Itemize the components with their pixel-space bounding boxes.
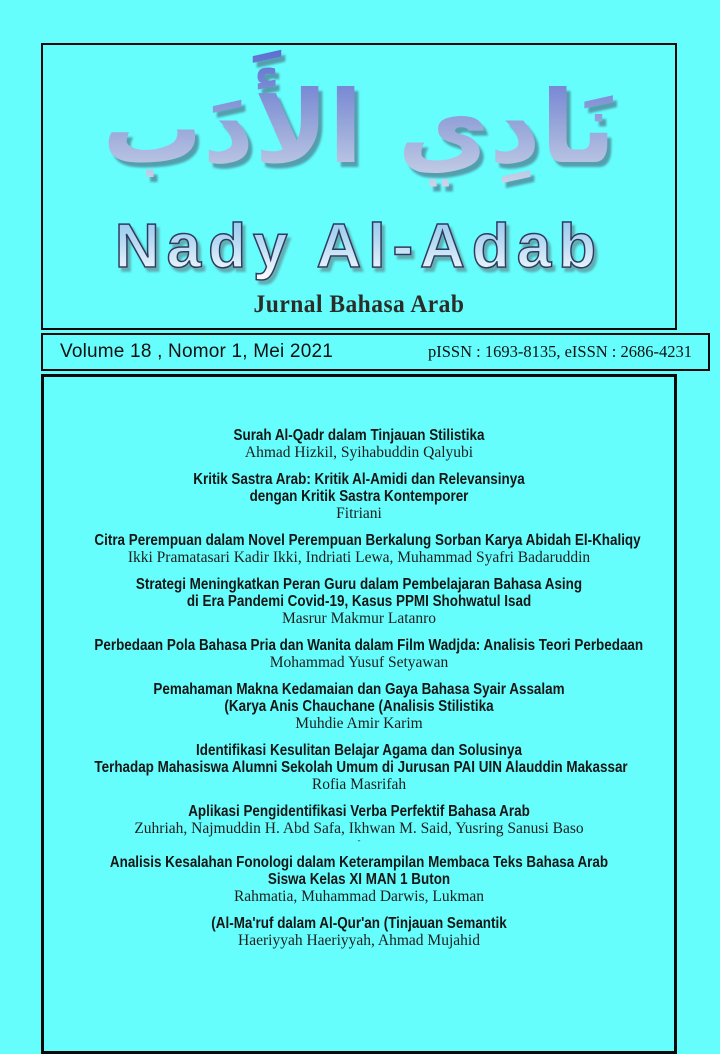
stray-mark: - [357,835,361,845]
article-title [44,854,674,888]
article-title-line: Analisis Kesalahan Fonologi dalam Keterampilan Membaca Teks Bahasa Arab [109,854,609,871]
article-title-line: Terhadap Mahasiswa Alumni Sekolah Umum di Jurusan PAI UIN Alauddin Makassar [94,759,628,776]
article-title-line: (Al-Ma'ruf dalam Al-Qur'an (Tinjauan Semantik [211,915,507,932]
article-authors: Rahmatia, Muhammad Darwis, Lukman [233,888,485,905]
article-title [44,742,674,776]
article-entry [44,471,674,522]
article-title [44,427,674,444]
article-entry [44,854,674,905]
article-title-line: Identifikasi Kesulitan Belajar Agama dan Solusinya [196,742,522,759]
article-title-line: Citra Perempuan dalam Novel Perempuan Berkalung Sorban Karya Abidah El-Khaliqy [94,532,641,549]
article-authors: Haeriyyah Haeriyyah, Ahmad Mujahid [238,932,480,949]
article-authors: Zuhriah, Najmuddin H. Abd Safa, Ikhwan M. Said, Yusring Sanusi Baso [134,820,584,837]
issue-bar [41,333,710,371]
article-entry [44,742,674,793]
article-title-line: Aplikasi Pengidentifikasi Verba Perfektif Bahasa Arab [188,803,530,820]
table-of-contents [41,374,677,1054]
volume-issue-date: Volume 18 , Nomor 1, Mei 2021 [60,341,333,362]
article-entry [44,576,674,627]
article-entry [44,427,674,461]
article-entry [44,532,674,566]
article-title-line: Kritik Sastra Arab: Kritik Al-Amidi dan Relevansinya [193,471,525,488]
article-title-line: Pemahaman Makna Kedamaian dan Gaya Bahasa Syair Assalam [153,681,565,698]
article-authors: Ikki Pramatasari Kadir Ikki, Indriati Lewa, Muhammad Syafri Badaruddin [127,549,591,566]
article-title-line: Siswa Kelas XI MAN 1 Buton [267,871,451,888]
article-title [44,915,674,932]
article-title-line: (Karya Anis Chauchane (Analisis Stilistika [224,698,494,715]
article-authors: Muhdie Amir Karim [295,715,423,732]
article-authors: Mohammad Yusuf Setyawan [269,654,449,671]
article-entry [44,803,674,844]
article-title-line: Strategi Meningkatkan Peran Guru dalam Pembelajaran Bahasa Asing [135,576,583,593]
arabic-calligraphy-title: نَادِي الأَدَب [43,47,675,209]
article-title [44,576,674,610]
issn-numbers: pISSN : 1693-8135, eISSN : 2686-4231 [427,342,692,361]
article-authors: Ahmad Hizkil, Syihabuddin Qalyubi [244,444,474,461]
article-title [44,681,674,715]
article-title-line: dengan Kritik Sastra Kontemporer [249,488,469,505]
article-authors: Masrur Makmur Latanro [281,610,437,627]
article-title [44,803,674,820]
article-title-line: di Era Pandemi Covid-19, Kasus PPMI Shohwatul Isad [186,593,532,610]
article-authors: Fitriani [336,505,382,522]
article-entry [44,637,674,671]
journal-title: Nady Al-Adab [43,215,675,281]
article-entry [44,915,674,949]
article-title [44,532,674,549]
article-title-line: Perbedaan Pola Bahasa Pria dan Wanita dalam Film Wadjda: Analisis Teori Perbedaan [94,637,644,654]
masthead-box [41,43,677,330]
article-authors: Rofia Masrifah [311,776,407,793]
article-entry [44,681,674,732]
article-title [44,637,674,654]
article-title [44,471,674,505]
article-title-line: Surah Al-Qadr dalam Tinjauan Stilistika [233,427,485,444]
journal-subtitle: Jurnal Bahasa Arab [253,291,465,318]
